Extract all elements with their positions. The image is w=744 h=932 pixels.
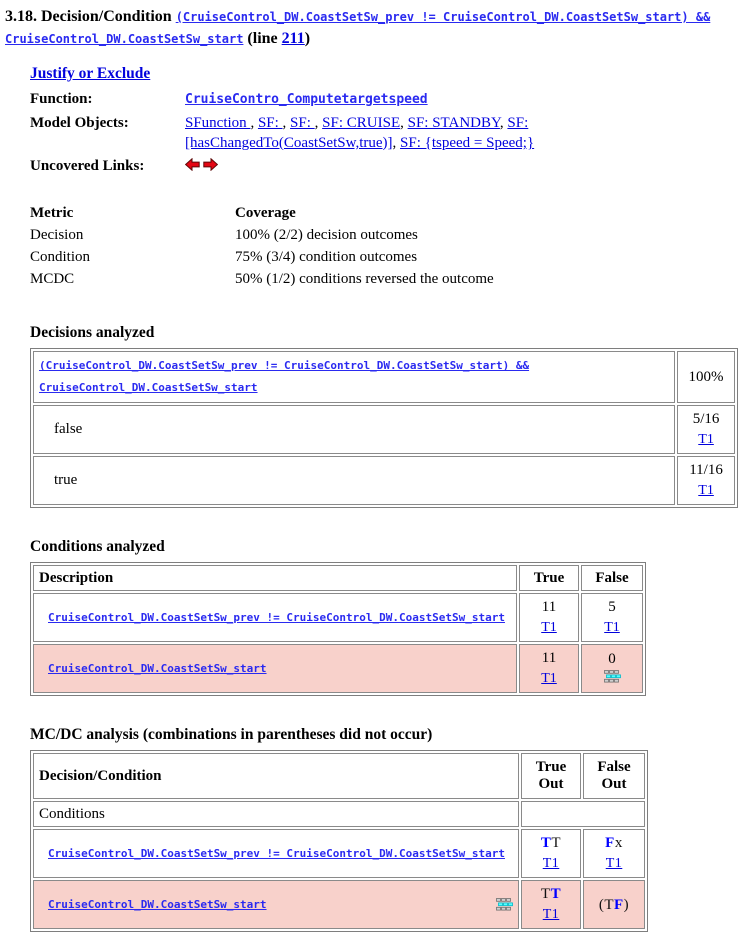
- decision-condition-column-header: Decision/Condition: [33, 753, 519, 799]
- test-link-t1[interactable]: T1: [542, 856, 560, 871]
- mcdc-header-row: [33, 753, 645, 799]
- decision-expression-cell: [33, 351, 675, 403]
- mcdc-true-out-value: TT: [540, 835, 562, 851]
- model-object-link[interactable]: SFunction: [185, 115, 251, 131]
- justify-grid-icon[interactable]: [604, 670, 621, 683]
- mcdc-row: [33, 829, 645, 878]
- test-link-t1[interactable]: T1: [698, 483, 714, 498]
- decision-total-percent: 100%: [677, 351, 735, 403]
- page-title: [5, 6, 744, 50]
- mcdc-true-out-value: TT: [540, 886, 562, 902]
- justify-or-exclude-link[interactable]: Justify or Exclude: [30, 65, 151, 82]
- description-column-header: Description: [33, 565, 517, 591]
- uncovered-links-label: Uncovered Links:: [30, 158, 145, 174]
- condition-true-count: 11: [541, 599, 557, 615]
- uncovered-link-prev-icon[interactable]: [185, 158, 200, 171]
- condition-link[interactable]: CruiseControl_DW.CoastSetSw_prev != CruiseControl_DW.CoastSetSw_start: [48, 610, 505, 624]
- mcdc-conditions-label: Conditions: [33, 801, 519, 827]
- mcdc-table: [30, 750, 648, 932]
- test-link-t1[interactable]: T1: [542, 907, 560, 922]
- metric-row-decision: Decision 100% (2/2) decision outcomes: [30, 227, 418, 243]
- test-link-t1[interactable]: T1: [604, 620, 620, 635]
- conditions-header-row: [33, 565, 643, 591]
- condition-false-count: 5: [608, 599, 616, 615]
- metric-column-header: Metric: [30, 205, 74, 221]
- coverage-column-header: Coverage: [235, 205, 296, 221]
- decision-count: 5/16: [692, 411, 720, 427]
- condition-true-count: 11: [541, 650, 557, 666]
- mcdc-conditions-empty-cell: [521, 801, 645, 827]
- model-objects-list: SFunction , SF: , SF: , SF: CRUISE, SF: STANDBY, SF: [hasChangedTo(CoastSetSw,true)], SF: {tspeed = Speed;}: [185, 115, 535, 151]
- false-out-column-header: False Out: [583, 753, 645, 799]
- justify-grid-icon[interactable]: [496, 898, 513, 911]
- test-link-t1[interactable]: T1: [605, 856, 623, 871]
- condition-link[interactable]: CruiseControl_DW.CoastSetSw_start: [48, 661, 267, 675]
- mcdc-false-out-value: (TF): [598, 896, 630, 913]
- title-expression-link[interactable]: (CruiseControl_DW.CoastSetSw_prev != CruiseControl_DW.CoastSetSw_start) && CruiseControl_DW.CoastSetSw_start: [5, 10, 711, 46]
- title-line-label: (line: [247, 30, 278, 47]
- test-link-t1[interactable]: T1: [698, 432, 714, 447]
- decision-expression-row: [33, 351, 735, 403]
- model-object-link[interactable]: SF: STANDBY: [407, 115, 500, 131]
- decisions-table: [30, 348, 738, 508]
- mcdc-conditions-row: [33, 801, 645, 827]
- info-table: [30, 89, 738, 176]
- model-object-link[interactable]: SF:: [257, 115, 283, 131]
- metric-summary: [30, 202, 738, 290]
- metric-row-mcdc: MCDC 50% (1/2) conditions reversed the outcome: [30, 271, 494, 287]
- line-number-link[interactable]: 211: [281, 30, 305, 47]
- true-column-header: True: [519, 565, 579, 591]
- mcdc-heading: MC/DC analysis (combinations in parentheses did not occur): [30, 726, 433, 743]
- test-link-t1[interactable]: T1: [541, 620, 557, 635]
- condition-row-uncovered: [33, 644, 643, 693]
- false-column-header: False: [581, 565, 643, 591]
- model-object-link[interactable]: SF: {tspeed = Speed;}: [400, 135, 535, 151]
- function-label: Function:: [30, 91, 93, 107]
- condition-row: [33, 593, 643, 642]
- mcdc-condition-link[interactable]: CruiseControl_DW.CoastSetSw_prev != CruiseControl_DW.CoastSetSw_start: [48, 846, 505, 860]
- true-out-column-header: True Out: [521, 753, 581, 799]
- model-object-link[interactable]: SF:: [290, 115, 315, 131]
- decision-outcome-label: false: [33, 405, 675, 454]
- condition-false-count: 0: [608, 650, 616, 667]
- decision-expression-link[interactable]: (CruiseControl_DW.CoastSetSw_prev != CruiseControl_DW.CoastSetSw_start) && CruiseControl_DW.CoastSetSw_start: [39, 359, 530, 394]
- metric-row-condition: Condition 75% (3/4) condition outcomes: [30, 249, 418, 265]
- title-prefix: 3.18. Decision/Condition: [5, 8, 172, 25]
- decision-outcome-row: [33, 456, 735, 505]
- title-close-paren: ): [304, 30, 311, 47]
- decision-count: 11/16: [689, 462, 723, 478]
- decision-outcome-label: true: [33, 456, 675, 505]
- mcdc-false-out-value: Fx: [605, 835, 623, 851]
- conditions-table: [30, 562, 646, 696]
- uncovered-link-next-icon[interactable]: [203, 158, 218, 171]
- decision-outcome-row: [33, 405, 735, 454]
- conditions-heading: Conditions analyzed: [30, 538, 165, 555]
- mcdc-row-uncovered: [33, 880, 645, 929]
- model-objects-label: Model Objects:: [30, 115, 129, 131]
- test-link-t1[interactable]: T1: [541, 671, 557, 686]
- mcdc-condition-link[interactable]: CruiseControl_DW.CoastSetSw_start: [48, 897, 267, 911]
- model-object-link[interactable]: SF: [hasChangedTo(CoastSetSw,true)]: [185, 115, 529, 151]
- model-object-link[interactable]: SF: CRUISE: [322, 115, 401, 131]
- function-link[interactable]: CruiseContro_Computetargetspeed: [185, 92, 428, 107]
- decisions-heading: Decisions analyzed: [30, 324, 155, 341]
